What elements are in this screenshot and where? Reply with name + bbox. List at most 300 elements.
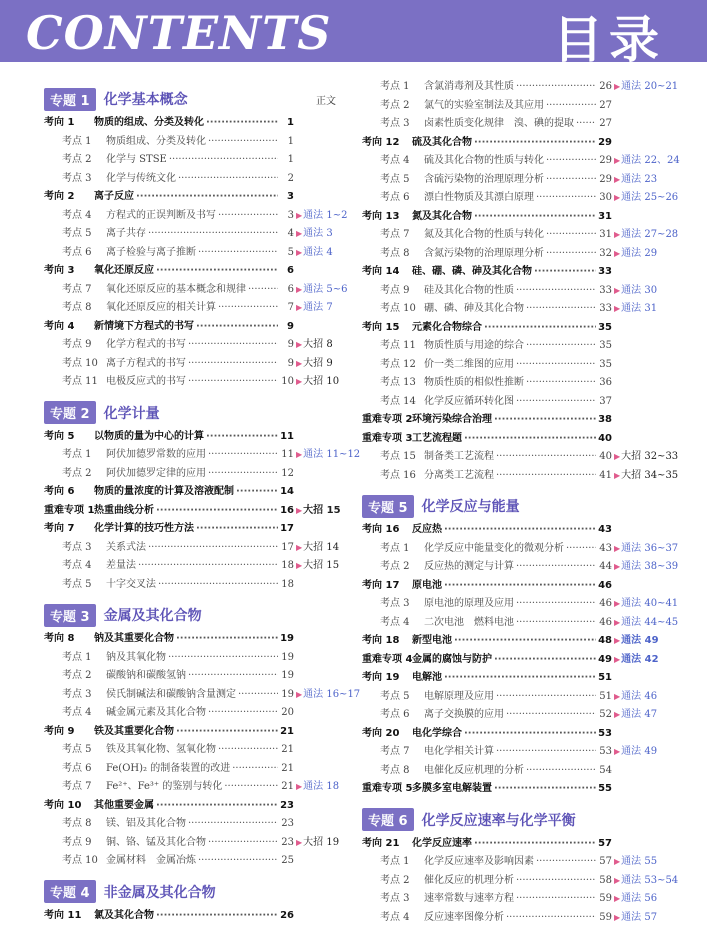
toc-method-ref (294, 483, 362, 502)
toc-point-row[interactable] (44, 170, 362, 189)
leader-dots (156, 907, 278, 926)
leader-dots (188, 373, 278, 392)
toc-method-ref (612, 226, 680, 245)
toc-page-number: 2 (280, 170, 294, 189)
toc-point-row[interactable] (362, 226, 680, 245)
toc-topic-row[interactable] (362, 208, 680, 227)
leader-dots (178, 170, 278, 189)
toc-page-number: 1 (280, 151, 294, 170)
toc-page-number: 9 (280, 336, 294, 355)
arrow-icon: ▶ (296, 561, 302, 570)
toc-point-row[interactable] (362, 393, 680, 412)
toc-label: 考向 11 (44, 907, 94, 926)
toc-title: 电解原理及应用 (424, 688, 494, 707)
toc-title: 离子反应 (94, 188, 134, 207)
toc-label: 考点 9 (62, 336, 106, 355)
toc-method-ref (612, 835, 680, 854)
toc-label: 考点 15 (380, 448, 424, 467)
toc-page-number: 40 (598, 430, 612, 449)
toc-point-row[interactable] (44, 649, 362, 668)
toc-topic-row[interactable] (362, 577, 680, 596)
toc-point-row[interactable] (362, 467, 680, 486)
toc-point-row[interactable] (362, 282, 680, 301)
toc-page-number: 9 (280, 318, 294, 337)
toc-method-ref (612, 669, 680, 688)
leader-dots (198, 852, 278, 871)
toc-page-number: 18 (280, 576, 294, 595)
toc-point-row[interactable] (44, 686, 362, 705)
toc-point-row[interactable] (362, 115, 680, 134)
toc-page-number: 21 (280, 741, 294, 760)
toc-topic-row[interactable] (362, 651, 680, 670)
toc-title: 含氯消毒剂及其性质 (424, 78, 514, 97)
toc-page-number: 51 (598, 688, 612, 707)
section-note: 正文 (316, 92, 336, 107)
arrow-icon: ▶ (614, 452, 620, 461)
leader-dots (188, 355, 278, 374)
leader-dots (208, 465, 278, 484)
toc-point-row[interactable] (44, 355, 362, 374)
toc-page-number: 35 (598, 319, 612, 338)
toc-title: 原电池的原理及应用 (424, 595, 514, 614)
toc-topic-row[interactable] (44, 114, 362, 133)
toc-point-row[interactable] (44, 244, 362, 263)
toc-method-ref (294, 225, 362, 244)
leader-dots (494, 411, 596, 430)
leader-dots (506, 706, 596, 725)
leader-dots (546, 226, 596, 245)
toc-title: 反应速率图像分析 (424, 909, 504, 927)
toc-title: 物质性质的相似性推断 (424, 374, 524, 393)
method-ref-text: 通法 5~6 (303, 284, 347, 295)
arrow-icon: ▶ (296, 248, 302, 257)
toc-point-row[interactable] (362, 706, 680, 725)
toc-point-row[interactable] (362, 743, 680, 762)
toc-point-row[interactable] (362, 853, 680, 872)
toc-point-row[interactable] (362, 872, 680, 891)
arrow-icon: ▶ (296, 506, 302, 515)
method-ref-text: 通法 27~28 (621, 229, 678, 240)
toc-point-row[interactable] (362, 171, 680, 190)
toc-point-row[interactable] (362, 300, 680, 319)
contents-banner (0, 0, 707, 62)
toc-label: 考点 13 (380, 374, 424, 393)
toc-topic-row[interactable] (44, 428, 362, 447)
toc-point-row[interactable] (44, 225, 362, 244)
toc-point-row[interactable] (44, 373, 362, 392)
arrow-icon: ▶ (614, 747, 620, 756)
arrow-icon: ▶ (614, 913, 620, 922)
toc-topic-row[interactable] (44, 318, 362, 337)
toc-label: 考点 4 (380, 152, 424, 171)
toc-label: 考点 1 (380, 540, 424, 559)
leader-dots (198, 244, 278, 263)
section-title: 化学计量 (104, 403, 160, 423)
arrow-icon: ▶ (614, 636, 620, 645)
toc-label: 考点 6 (62, 244, 106, 263)
toc-method-ref (612, 521, 680, 540)
toc-page-number: 16 (280, 502, 294, 521)
section-badge: 专题 4 (44, 880, 96, 903)
toc-method-ref (612, 208, 680, 227)
toc-point-row[interactable] (362, 337, 680, 356)
section-title: 化学基本概念 (104, 89, 188, 109)
toc-topic-row[interactable] (44, 520, 362, 539)
leader-dots (474, 134, 596, 153)
toc-point-row[interactable] (44, 465, 362, 484)
toc-point-row[interactable] (362, 595, 680, 614)
toc-title: 多膜多室电解装置 (412, 780, 492, 799)
arrow-icon: ▶ (296, 229, 302, 238)
toc-point-row[interactable] (362, 374, 680, 393)
toc-topic-row[interactable] (44, 262, 362, 281)
toc-point-row[interactable] (44, 539, 362, 558)
toc-label: 重难专项 3 (362, 430, 412, 449)
toc-method-ref (294, 133, 362, 152)
method-ref-text: 通法 56 (621, 893, 657, 904)
leader-dots (506, 909, 596, 927)
toc-label: 考向 9 (44, 723, 94, 742)
toc-method-ref (612, 152, 680, 171)
method-ref-text: 大招 14 (303, 542, 339, 553)
toc-page-number: 4 (280, 225, 294, 244)
toc-point-row[interactable] (362, 245, 680, 264)
toc-point-row[interactable] (362, 558, 680, 577)
toc-label: 考点 5 (62, 741, 106, 760)
toc-title: 物质的量浓度的计算及溶液配制 (94, 483, 234, 502)
toc-label: 考向 16 (362, 521, 412, 540)
toc-page-number: 17 (280, 520, 294, 539)
section-title: 化学反应与能量 (422, 496, 520, 516)
method-ref-text: 通法 7 (303, 302, 333, 313)
toc-label: 考点 9 (62, 834, 106, 853)
toc-label: 考向 19 (362, 669, 412, 688)
toc-title: 钠及其氧化物 (106, 649, 166, 668)
toc-method-ref (294, 630, 362, 649)
leader-dots (444, 669, 596, 688)
toc-title: 方程式的正误判断及书写 (106, 207, 216, 226)
toc-page-number: 33 (598, 300, 612, 319)
method-ref-text: 通法 4 (303, 247, 333, 258)
toc-page-number: 18 (280, 557, 294, 576)
toc-page-number: 23 (280, 834, 294, 853)
toc-point-row[interactable] (44, 281, 362, 300)
toc-title: 差量法 (106, 557, 136, 576)
toc-point-row[interactable] (44, 834, 362, 853)
toc-method-ref (294, 151, 362, 170)
toc-point-row[interactable] (44, 778, 362, 797)
toc-method-ref (294, 815, 362, 834)
toc-label: 考点 11 (380, 337, 424, 356)
toc-label: 考向 20 (362, 725, 412, 744)
toc-label: 考向 21 (362, 835, 412, 854)
toc-title: 卤素性质变化规律 溴、碘的提取 (424, 115, 574, 134)
toc-page-number: 36 (598, 374, 612, 393)
toc-page-number: 51 (598, 669, 612, 688)
toc-title: 氧化还原反应的相关计算 (106, 299, 216, 318)
toc-topic-row[interactable] (44, 630, 362, 649)
leader-dots (496, 467, 596, 486)
leader-dots (536, 853, 596, 872)
toc-title: 速率常数与速率方程 (424, 890, 514, 909)
method-ref-text: 大招 15 (303, 560, 339, 571)
toc-method-ref (294, 723, 362, 742)
arrow-icon: ▶ (614, 286, 620, 295)
method-ref-text: 通法 1~2 (303, 210, 347, 221)
toc-topic-row[interactable] (362, 319, 680, 338)
toc-title: 化学与传统文化 (106, 170, 176, 189)
toc-point-row[interactable] (44, 576, 362, 595)
leader-dots (546, 245, 596, 264)
toc-page-number: 53 (598, 743, 612, 762)
toc-topic-row[interactable] (44, 483, 362, 502)
method-ref-text: 通法 31 (621, 303, 657, 314)
leader-dots (208, 133, 278, 152)
toc-label: 考向 18 (362, 632, 412, 651)
toc-label: 重难专项 1 (44, 502, 94, 521)
toc-page-number: 33 (598, 263, 612, 282)
leader-dots (238, 686, 278, 705)
toc-title: 金属的腐蚀与防护 (412, 651, 492, 670)
toc-label: 考点 3 (62, 686, 106, 705)
toc-page-number: 17 (280, 539, 294, 558)
toc-title: 阿伏加德罗定律的应用 (106, 465, 206, 484)
toc-page-number: 19 (280, 649, 294, 668)
toc-method-ref (612, 688, 680, 707)
toc-page-number: 32 (598, 245, 612, 264)
toc-title: 电化学相关计算 (424, 743, 494, 762)
toc-label: 考点 8 (62, 299, 106, 318)
toc-title: 物质性质与用途的综合 (424, 337, 524, 356)
toc-topic-row[interactable] (44, 188, 362, 207)
toc-point-row[interactable] (44, 336, 362, 355)
method-ref-text: 通法 44~45 (621, 617, 678, 628)
leader-dots (516, 356, 596, 375)
toc-point-row[interactable] (44, 741, 362, 760)
toc-method-ref (612, 558, 680, 577)
toc-point-row[interactable] (44, 151, 362, 170)
leader-dots (526, 300, 596, 319)
leader-dots (148, 225, 278, 244)
toc-label: 考点 3 (380, 115, 424, 134)
arrow-icon: ▶ (614, 471, 620, 480)
banner-title-en: CONTENTS (26, 6, 332, 60)
toc-page-number: 55 (598, 780, 612, 799)
leader-dots (188, 336, 278, 355)
toc-topic-row[interactable] (362, 521, 680, 540)
toc-point-row[interactable] (362, 189, 680, 208)
arrow-icon: ▶ (614, 544, 620, 553)
toc-page-number: 41 (598, 467, 612, 486)
toc-label: 考点 3 (380, 595, 424, 614)
toc-point-row[interactable] (44, 815, 362, 834)
leader-dots (484, 319, 596, 338)
toc-page-number: 1 (280, 114, 294, 133)
method-ref-text: 通法 36~37 (621, 543, 678, 554)
toc-point-row[interactable] (362, 97, 680, 116)
leader-dots (546, 152, 596, 171)
toc-topic-row[interactable] (362, 725, 680, 744)
arrow-icon: ▶ (614, 230, 620, 239)
toc-title: 金属材料 金属冶炼 (106, 852, 196, 871)
toc-label: 考点 3 (62, 170, 106, 189)
toc-point-row[interactable] (362, 448, 680, 467)
toc-point-row[interactable] (362, 688, 680, 707)
toc-topic-row[interactable] (362, 669, 680, 688)
toc-page-number: 29 (598, 171, 612, 190)
leader-dots (208, 834, 278, 853)
toc-topic-row[interactable] (44, 502, 362, 521)
toc-title: 硅及其化合物的性质 (424, 282, 514, 301)
method-ref-text: 大招 15 (303, 505, 340, 516)
toc-title: 碳酸钠和碳酸氢钠 (106, 667, 186, 686)
arrow-icon: ▶ (614, 618, 620, 627)
toc-point-row[interactable] (44, 133, 362, 152)
toc-page-number: 38 (598, 411, 612, 430)
toc-method-ref (294, 318, 362, 337)
toc-point-row[interactable] (44, 667, 362, 686)
toc-label: 考向 10 (44, 797, 94, 816)
method-ref-text: 通法 49 (621, 635, 658, 646)
toc-method-ref (612, 393, 680, 412)
toc-page-number: 23 (280, 797, 294, 816)
toc-page-number: 58 (598, 872, 612, 891)
toc-page-number: 3 (280, 207, 294, 226)
leader-dots (494, 780, 596, 799)
leader-dots (206, 428, 278, 447)
toc-method-ref (612, 319, 680, 338)
toc-page-number: 21 (280, 760, 294, 779)
arrow-icon: ▶ (614, 876, 620, 885)
toc-point-row[interactable] (362, 762, 680, 781)
leader-dots (188, 815, 278, 834)
toc-page-number: 23 (280, 815, 294, 834)
toc-page-number: 11 (280, 446, 294, 465)
arrow-icon: ▶ (614, 692, 620, 701)
arrow-icon: ▶ (296, 303, 302, 312)
arrow-icon: ▶ (614, 156, 620, 165)
toc-title: 铜、铬、锰及其化合物 (106, 834, 206, 853)
toc-title: 离子检验与离子推断 (106, 244, 196, 263)
toc-topic-row[interactable] (362, 780, 680, 799)
leader-dots (516, 282, 596, 301)
arrow-icon: ▶ (296, 450, 302, 459)
arrow-icon: ▶ (296, 359, 302, 368)
toc-method-ref (294, 557, 362, 576)
leader-dots (208, 446, 278, 465)
toc-label: 考点 14 (380, 393, 424, 412)
toc-page-number: 26 (598, 78, 612, 97)
toc-topic-row[interactable] (362, 835, 680, 854)
toc-method-ref (294, 281, 362, 300)
toc-page-number: 31 (598, 226, 612, 245)
toc-label: 考向 13 (362, 208, 412, 227)
leader-dots (138, 557, 278, 576)
section-header (44, 600, 362, 630)
toc-point-row[interactable] (362, 614, 680, 633)
toc-topic-row[interactable] (362, 411, 680, 430)
toc-title: 物质的组成、分类及转化 (94, 114, 204, 133)
toc-point-row[interactable] (44, 557, 362, 576)
toc-title: 电催化反应机理的分析 (424, 762, 524, 781)
toc-label: 考点 10 (62, 355, 106, 374)
leader-dots (496, 743, 596, 762)
toc-title: 氧化还原反应的基本概念和规律 (106, 281, 246, 300)
toc-topic-row[interactable] (362, 134, 680, 153)
toc-method-ref (294, 760, 362, 779)
toc-title: 氯及其化合物 (94, 907, 154, 926)
toc-topic-row[interactable] (362, 263, 680, 282)
toc-page-number: 31 (598, 208, 612, 227)
toc-label: 考点 5 (62, 225, 106, 244)
toc-label: 重难专项 2 (362, 411, 412, 430)
toc-method-ref (612, 430, 680, 449)
toc-page-number: 33 (598, 282, 612, 301)
leader-dots (454, 632, 596, 651)
method-ref-text: 通法 53~54 (621, 875, 678, 886)
arrow-icon: ▶ (296, 377, 302, 386)
leader-dots (176, 723, 278, 742)
method-ref-text: 通法 49 (621, 746, 657, 757)
section-header (362, 805, 680, 835)
method-ref-text: 大招 34~35 (621, 470, 678, 481)
toc-topic-row[interactable] (362, 632, 680, 651)
toc-label: 考向 2 (44, 188, 94, 207)
leader-dots (218, 299, 278, 318)
leader-dots (526, 337, 596, 356)
toc-topic-row[interactable] (44, 797, 362, 816)
toc-title: 物质组成、分类及转化 (106, 133, 206, 152)
toc-point-row[interactable] (362, 909, 680, 927)
toc-title: 侯氏制碱法和碳酸钠含量测定 (106, 686, 236, 705)
toc-topic-row[interactable] (44, 907, 362, 926)
toc-topic-row[interactable] (44, 723, 362, 742)
toc-point-row[interactable] (44, 207, 362, 226)
toc-point-row[interactable] (44, 704, 362, 723)
toc-label: 考点 4 (62, 557, 106, 576)
toc-title: 硼、磷、砷及其化合物 (424, 300, 524, 319)
toc-page-number: 53 (598, 725, 612, 744)
toc-point-row[interactable] (362, 356, 680, 375)
leader-dots (218, 741, 278, 760)
method-ref-text: 通法 30 (621, 285, 657, 296)
toc-point-row[interactable] (362, 540, 680, 559)
toc-title: 阿伏加德罗常数的应用 (106, 446, 206, 465)
toc-method-ref (612, 909, 680, 927)
method-ref-text: 通法 46 (621, 691, 657, 702)
toc-title: 电解池 (412, 669, 442, 688)
toc-point-row[interactable] (44, 299, 362, 318)
toc-point-row[interactable] (44, 852, 362, 871)
toc-method-ref (612, 337, 680, 356)
method-ref-text: 大招 8 (303, 339, 333, 350)
arrow-icon: ▶ (614, 175, 620, 184)
toc-label: 重难专项 4 (362, 651, 412, 670)
section-badge: 专题 2 (44, 401, 96, 424)
toc-method-ref (612, 595, 680, 614)
toc-topic-row[interactable] (362, 430, 680, 449)
toc-label: 考向 8 (44, 630, 94, 649)
toc-point-row[interactable] (44, 446, 362, 465)
toc-point-row[interactable] (44, 760, 362, 779)
leader-dots (516, 558, 596, 577)
toc-method-ref (612, 78, 680, 97)
toc-point-row[interactable] (362, 152, 680, 171)
section-badge: 专题 6 (362, 808, 414, 831)
section-header (362, 491, 680, 521)
toc-label: 考点 5 (380, 688, 424, 707)
toc-point-row[interactable] (362, 78, 680, 97)
